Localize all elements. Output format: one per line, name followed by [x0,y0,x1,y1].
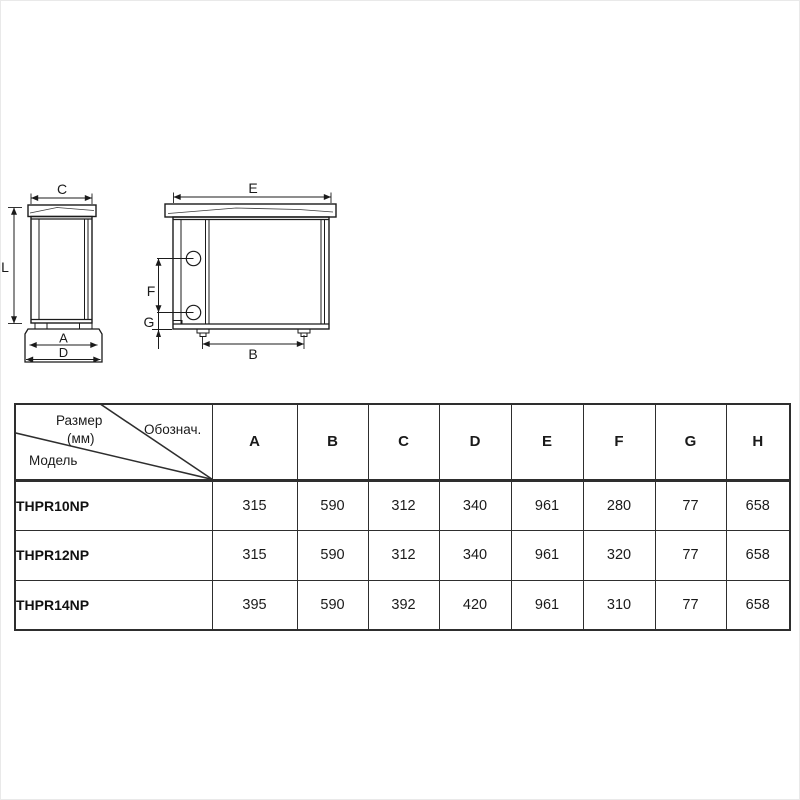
dim-d [26,345,101,360]
dim-e-label: E [248,180,258,196]
value-cell: 392 [368,580,439,630]
value-cell: 77 [655,530,726,580]
value-cell: 315 [212,480,297,530]
col-header-b: B [297,404,368,480]
value-cell: 658 [726,580,790,630]
value-cell: 310 [583,580,655,630]
front-view-unit-outline [165,204,336,337]
front-view-feet [197,329,310,337]
dim-g-label: G [143,314,155,330]
value-cell: 312 [368,480,439,530]
value-cell: 340 [439,530,511,580]
value-cell: 340 [439,480,511,530]
dim-l [1,208,22,324]
value-cell: 590 [297,580,368,630]
table-row [15,480,790,530]
dim-b [203,335,305,362]
dim-d-label: D [58,345,69,360]
technical-drawings [1,1,401,401]
dim-a-label: A [59,330,68,346]
value-cell: 590 [297,480,368,530]
corner-model-label: Модель [29,453,78,468]
dim-c [31,181,92,204]
value-cell: 961 [511,580,583,630]
table-row [15,580,790,630]
value-cell: 590 [297,530,368,580]
value-cell: 315 [212,530,297,580]
col-header-e: E [511,404,583,480]
model-cell: THPR10NP [15,480,212,530]
dimensions-table [14,403,791,631]
corner-designation-label: Обознач. [144,422,202,437]
model-cell: THPR12NP [15,530,212,580]
value-cell: 280 [583,480,655,530]
value-cell: 320 [583,530,655,580]
table-row [15,530,790,580]
dim-f-label: F [146,283,156,299]
dim-l-label: L [1,259,9,275]
corner-header-cell [15,404,212,480]
value-cell: 420 [439,580,511,630]
front-view-diagram [144,180,336,362]
table-header-row [15,404,790,480]
col-header-c: C [368,404,439,480]
value-cell: 658 [726,530,790,580]
value-cell: 961 [511,480,583,530]
col-header-h: H [726,404,790,480]
dim-b-label: B [248,346,258,362]
dim-e [174,180,332,203]
dim-f-g [144,259,194,350]
side-view-diagram [1,181,102,362]
value-cell: 77 [655,580,726,630]
col-header-g: G [655,404,726,480]
model-cell: THPR14NP [15,580,212,630]
value-cell: 395 [212,580,297,630]
value-cell: 961 [511,530,583,580]
corner-unit-label: (мм) [67,431,95,446]
col-header-a: A [212,404,297,480]
dim-a [30,331,98,346]
value-cell: 312 [368,530,439,580]
side-view-unit-outline [28,205,96,329]
value-cell: 77 [655,480,726,530]
col-header-d: D [439,404,511,480]
value-cell: 658 [726,480,790,530]
dim-c-label: C [56,181,68,197]
col-header-f: F [583,404,655,480]
corner-size-label: Размер [56,413,103,428]
